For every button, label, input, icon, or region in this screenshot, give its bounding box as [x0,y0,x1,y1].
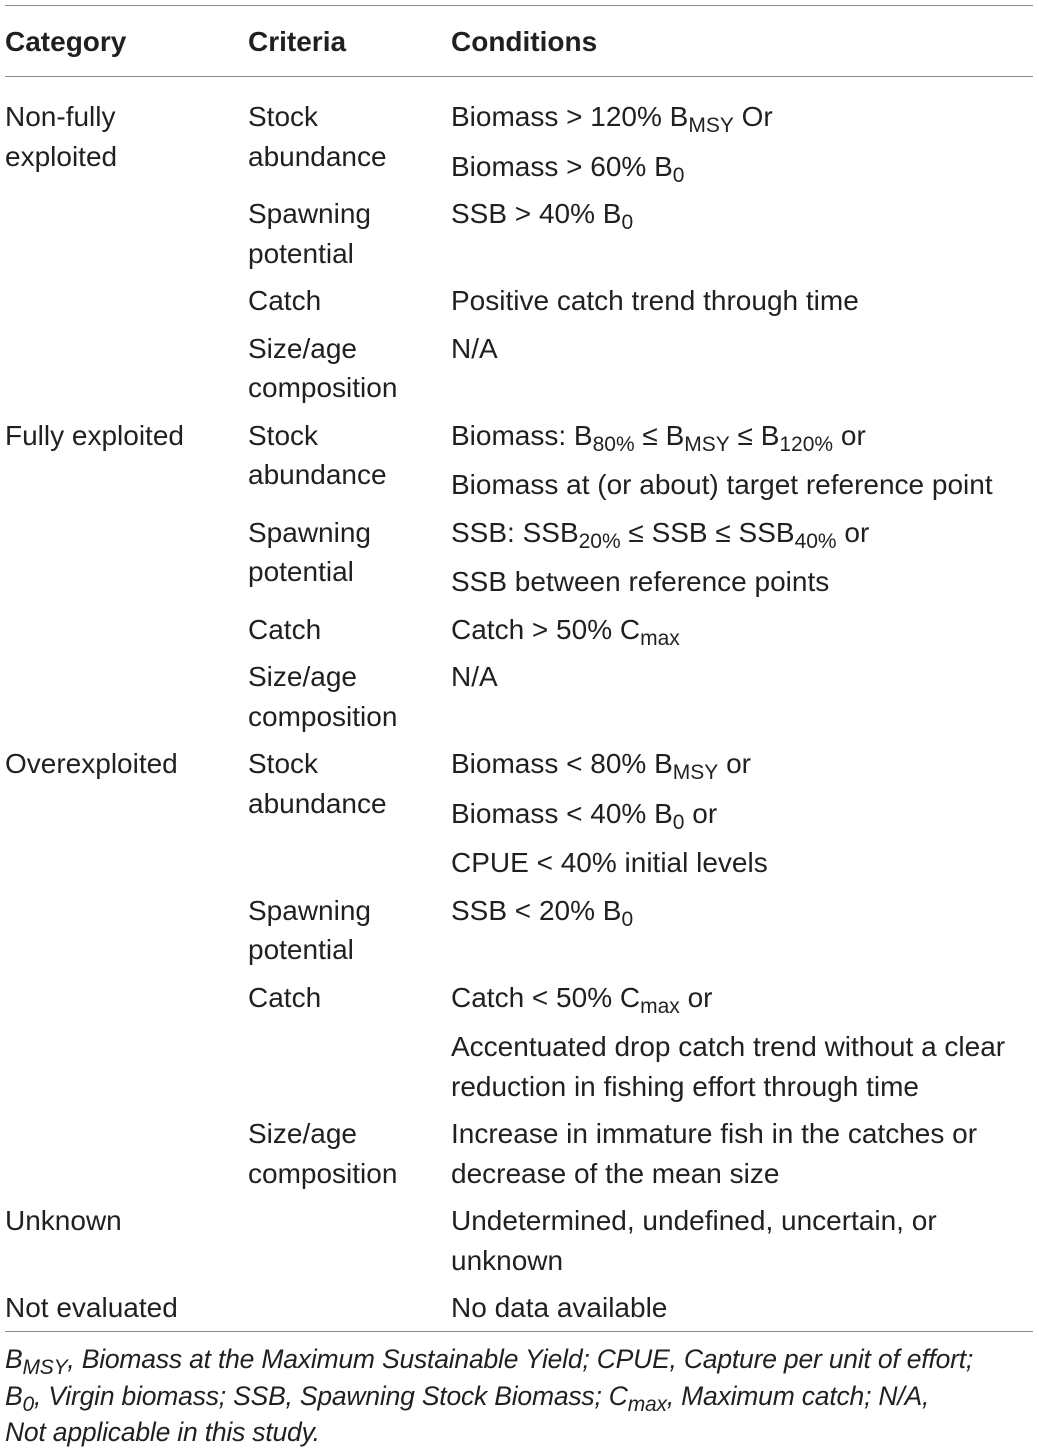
row-condition: Biomass > 120% $B_{MSY}$ Or [451,101,773,137]
row-category: Non-fully exploited [5,101,118,172]
row-criteria: Stock abundance [248,101,387,172]
row-condition: CPUE < 40% initial levels [451,847,768,878]
row-criteria: Spawning potential [248,894,371,965]
row-condition: SSB < 20% $B_0$ [451,894,634,931]
table-footnote: $B_{MSY}$, Biomass at the Maximum Sustainable Yield; CPUE, Capture per unit of effort; $B_0$, Virgin biomass; SSB, Spawning Stock Biomass; $C_{max}$, Maximum catch; N/A, Not applicable in this study. [5,1344,974,1447]
row-criteria: Catch [248,613,322,645]
row-condition: N/A [451,661,498,692]
table-bottom-rule [5,1331,1033,1332]
header-criteria: Criteria [248,26,347,57]
row-criteria: Stock abundance [248,748,387,819]
row-condition: Biomass at (or about) target reference point [451,469,993,500]
header-conditions: Conditions [451,26,598,57]
row-condition: SSB > 40% $B_0$ [451,198,634,234]
row-criteria: Size/age composition [248,661,398,732]
row-criteria: Spawning potential [248,516,371,587]
row-criteria: Spawning potential [248,198,371,269]
row-criteria: Catch [248,981,322,1013]
table-top-rule [5,5,1033,6]
row-condition: N/A [451,332,498,364]
row-condition: SSB: $SSB_{20\%}$ ≤ SSB ≤ $SSB_{40\%}$ or [451,516,870,553]
row-condition: Biomass < 80% $B_{MSY}$ or [451,748,751,784]
row-condition: Biomass: $B_{80\%} \le B_{MSY} \le B_{120\%}$ or [451,419,866,456]
row-condition: Increase in immature fish in the catches or decrease of the mean size [451,1118,978,1189]
header-rule [5,76,1033,77]
row-criteria: Size/age composition [248,1118,398,1189]
row-condition: Positive catch trend through time [451,285,859,316]
row-condition: SSB between reference points [451,566,830,597]
row-condition: Biomass > 60% $B_0$ [451,150,685,187]
row-category: Unknown [5,1205,122,1236]
row-category: Fully exploited [5,419,184,451]
row-category: Not evaluated [5,1292,178,1323]
row-condition: Catch < 50% $C_{max}$ or [451,981,713,1018]
row-criteria: Stock abundance [248,419,387,490]
header-category: Category [5,26,127,57]
row-condition: Undetermined, undefined, uncertain, or unknown [451,1205,937,1276]
row-condition: Catch > 50% $C_{max}$ [451,613,680,650]
row-criteria: Catch [248,285,322,316]
row-condition: No data available [451,1292,668,1323]
row-category: Overexploited [5,748,178,779]
row-condition: Accentuated drop catch trend without a clear reduction in fishing effort through time [451,1031,1006,1102]
row-condition: Biomass < 40% $B_0$ or [451,797,718,834]
row-criteria: Size/age composition [248,332,398,403]
